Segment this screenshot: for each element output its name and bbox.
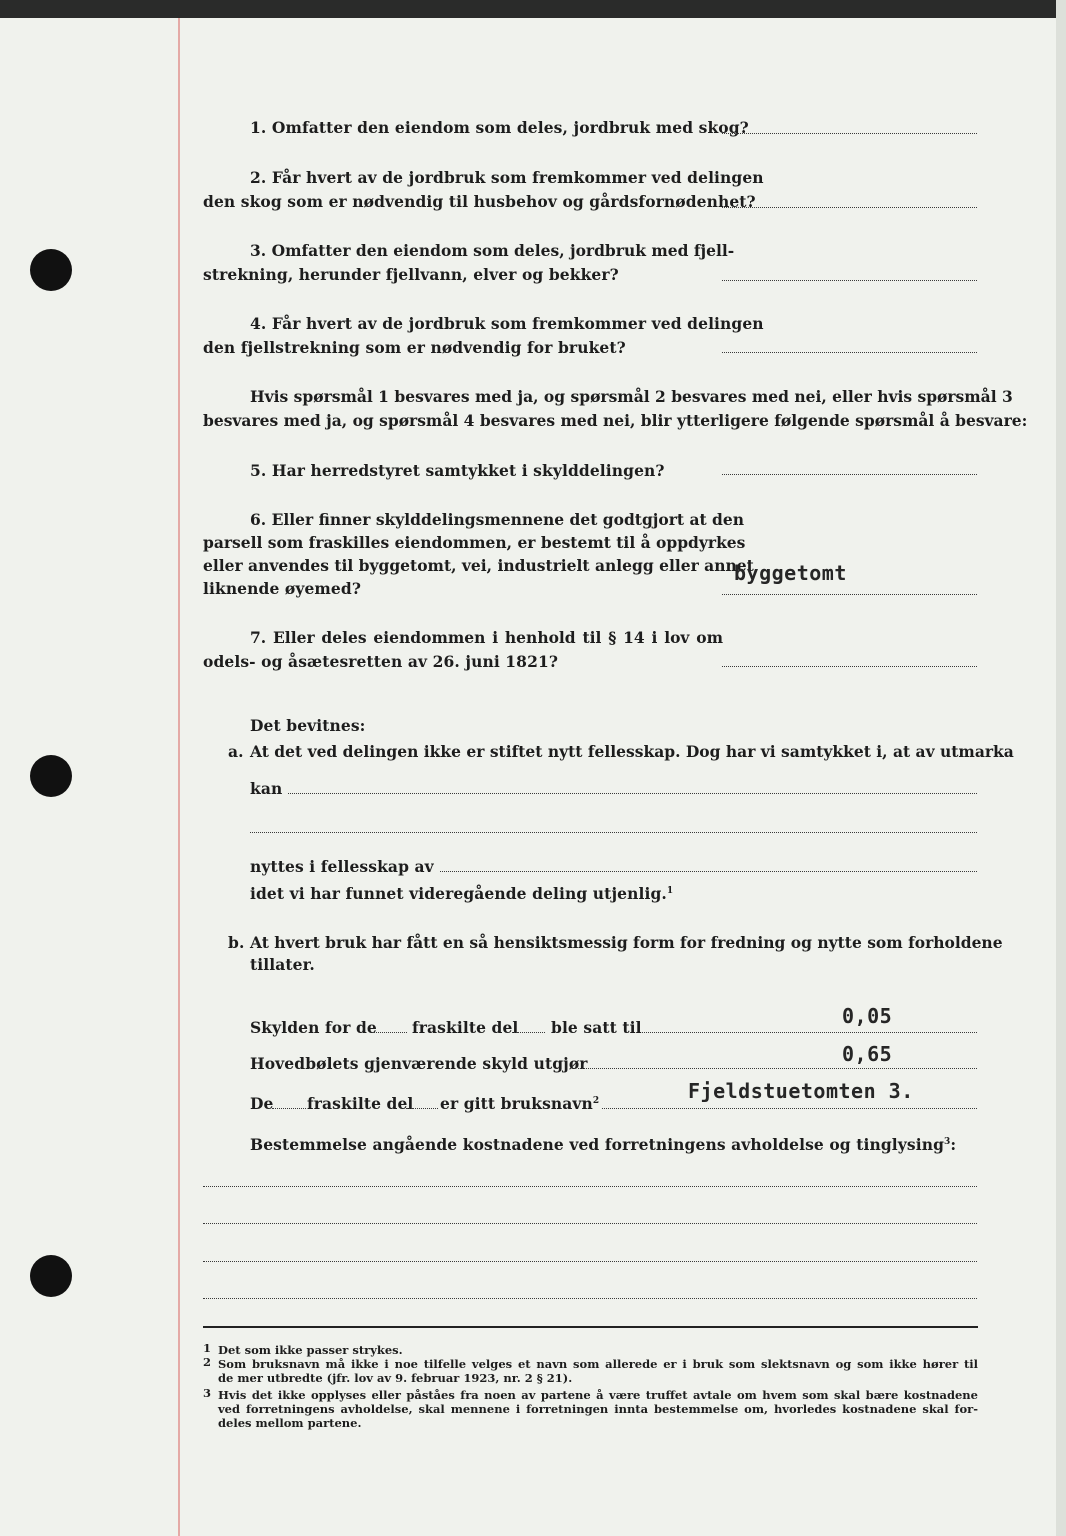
scan-right-edge [1056,0,1066,1536]
footnote-ref-3: 3 [944,1136,951,1147]
bruksnavn-text: er gitt bruksnavn [440,1094,593,1113]
footnote-rule [203,1326,978,1328]
skyld-blank-1[interactable] [370,1032,407,1033]
kan-label: kan [250,779,283,798]
answer-line-3[interactable] [722,280,977,281]
item-b-line-2: tillater. [250,955,315,974]
kostnad-colon: : [950,1135,957,1154]
de-blank[interactable] [272,1108,306,1109]
footnote-1-num: 1 [203,1341,212,1355]
kostnad-text: Bestemmelse angående kostnadene ved forretningens avholdelse og tinglysing [250,1135,945,1154]
footnote-1-text: Det som ikke passer strykes. [218,1343,403,1357]
kostnad-line-4[interactable] [203,1298,977,1299]
footnote-2-num: 2 [203,1355,212,1369]
bruksnavn-value: Fjeldstuetomten 3. [688,1079,914,1103]
question-6-line-4: liknende øyemed? [203,579,361,598]
question-6-line-3: eller anvendes til byggetomt, vei, industrielt anlegg eller annet [203,556,754,575]
footnote-ref-1: 1 [666,885,674,896]
hovedbol-line[interactable] [578,1068,977,1069]
question-1: 1. Omfatter den eiendom som deles, jordbruk med skog? [250,118,749,137]
punch-hole-bottom [30,1255,72,1297]
question-3-line-1: 3. Omfatter den eiendom som deles, jordbruk med fjell- [250,241,735,260]
kostnad-line-2[interactable] [203,1223,977,1224]
kan-line-2[interactable] [250,832,977,833]
question-4-line-2: den fjellstrekning som er nødvendig for bruket? [203,338,626,357]
question-6-line-2: parsell som fraskilles eiendommen, er bestemt til å oppdyrkes [203,533,746,552]
footnote-3-line-3: deles mellom partene. [218,1416,362,1430]
kan-line[interactable] [288,793,977,794]
de-label: De [250,1094,274,1113]
bruksnavn-label [440,1094,599,1114]
de-blank-2[interactable] [406,1108,438,1109]
footnote-ref-2: 2 [592,1095,600,1106]
question-2-line-1: 2. Får hvert av de jordbruk som fremkommer ved delingen [250,168,764,187]
nyttes-label: nyttes i fellesskap av [250,857,434,876]
question-4-line-1: 4. Får hvert av de jordbruk som fremkommer ved delingen [250,314,764,333]
item-b-line-1: At hvert bruk har fått en så hensiktsmessig form for fredning og nytte som forholdene [250,933,1003,952]
question-2-line-2: den skog som er nødvendig til husbehov og gårdsfornødenhet? [203,192,756,211]
scan-top-edge [0,0,1066,18]
answer-line-2[interactable] [722,207,977,208]
item-b-label: b. [228,933,245,952]
answer-line-7[interactable] [722,666,977,667]
skyld-blank-2[interactable] [512,1032,545,1033]
hovedbol-label: Hovedbølets gjenværende skyld utgjør [250,1054,588,1073]
skyld-value-line[interactable] [642,1032,977,1033]
conditional-line-2: besvares med ja, og spørsmål 4 besvares med nei, blir ytterligere følgende spørsmål å besvare: [203,411,1028,430]
footnote-3-num: 3 [203,1386,212,1400]
skyld-part-2: fraskilte del [412,1018,519,1037]
question-3-line-2: strekning, herunder fjellvann, elver og bekker? [203,265,619,284]
hovedbol-value: 0,65 [842,1042,893,1066]
skyld-part-3: ble satt til [551,1018,642,1037]
item-a-label: a. [228,742,244,761]
punch-hole-middle [30,755,72,797]
answer-line-4[interactable] [722,352,977,353]
skyld-value: 0,05 [842,1004,893,1028]
footnote-3-line-1: Hvis det ikke opplyses eller påståes fra noen av partene å være truffet avtale om hvem som skal bære kostnadene [218,1388,978,1402]
question-7-line-2: odels- og åsætesretten av 26. juni 1821? [203,652,559,671]
testify-heading: Det bevitnes: [250,716,366,735]
item-a-text: At det ved delingen ikke er stiftet nytt fellesskap. Dog har vi samtykket i, at av utmarka [250,742,1014,761]
kostnad-line-1[interactable] [203,1186,977,1187]
question-6-line-1: 6. Eller finner skylddelingsmennene det godtgjort at den [250,510,745,529]
idet-text [250,884,673,904]
footnote-2-line-2: de mer utbredte (jfr. lov av 9. februar 1923, nr. 2 § 21). [218,1371,573,1385]
margin-line [178,18,180,1536]
punch-hole-top [30,249,72,291]
kostnad-line-3[interactable] [203,1261,977,1262]
skyld-part-1: Skylden for de [250,1018,377,1037]
question-7-line-1: 7. Eller deles eiendommen i henhold til § 14 i lov om [250,628,723,647]
footnote-2-line-1: Som bruksnavn må ikke i noe tilfelle velges et navn som allerede er i bruk som slektsnavn og som ikke hører til [218,1357,978,1371]
bruksnavn-line[interactable] [602,1108,977,1109]
idet-text-main: idet vi har funnet videregående deling utjenlig. [250,884,667,903]
footnote-3-line-2: ved forretningens avholdelse, skal mennene i forretningen innta bestemmelse om, hvorledes kostnadene skal for- [218,1402,978,1416]
answer-6-typed: byggetomt [734,561,847,585]
conditional-line-1: Hvis spørsmål 1 besvares med ja, og spørsmål 2 besvares med nei, eller hvis spørsmål 3 [250,387,1013,406]
de-fraskilte: fraskilte del [307,1094,414,1113]
answer-line-6[interactable] [722,594,977,595]
answer-line-1[interactable] [722,133,977,134]
answer-line-5[interactable] [722,474,977,475]
nyttes-line[interactable] [440,871,977,872]
kostnad-label [250,1135,956,1155]
question-5: 5. Har herredstyret samtykket i skylddelingen? [250,461,665,480]
